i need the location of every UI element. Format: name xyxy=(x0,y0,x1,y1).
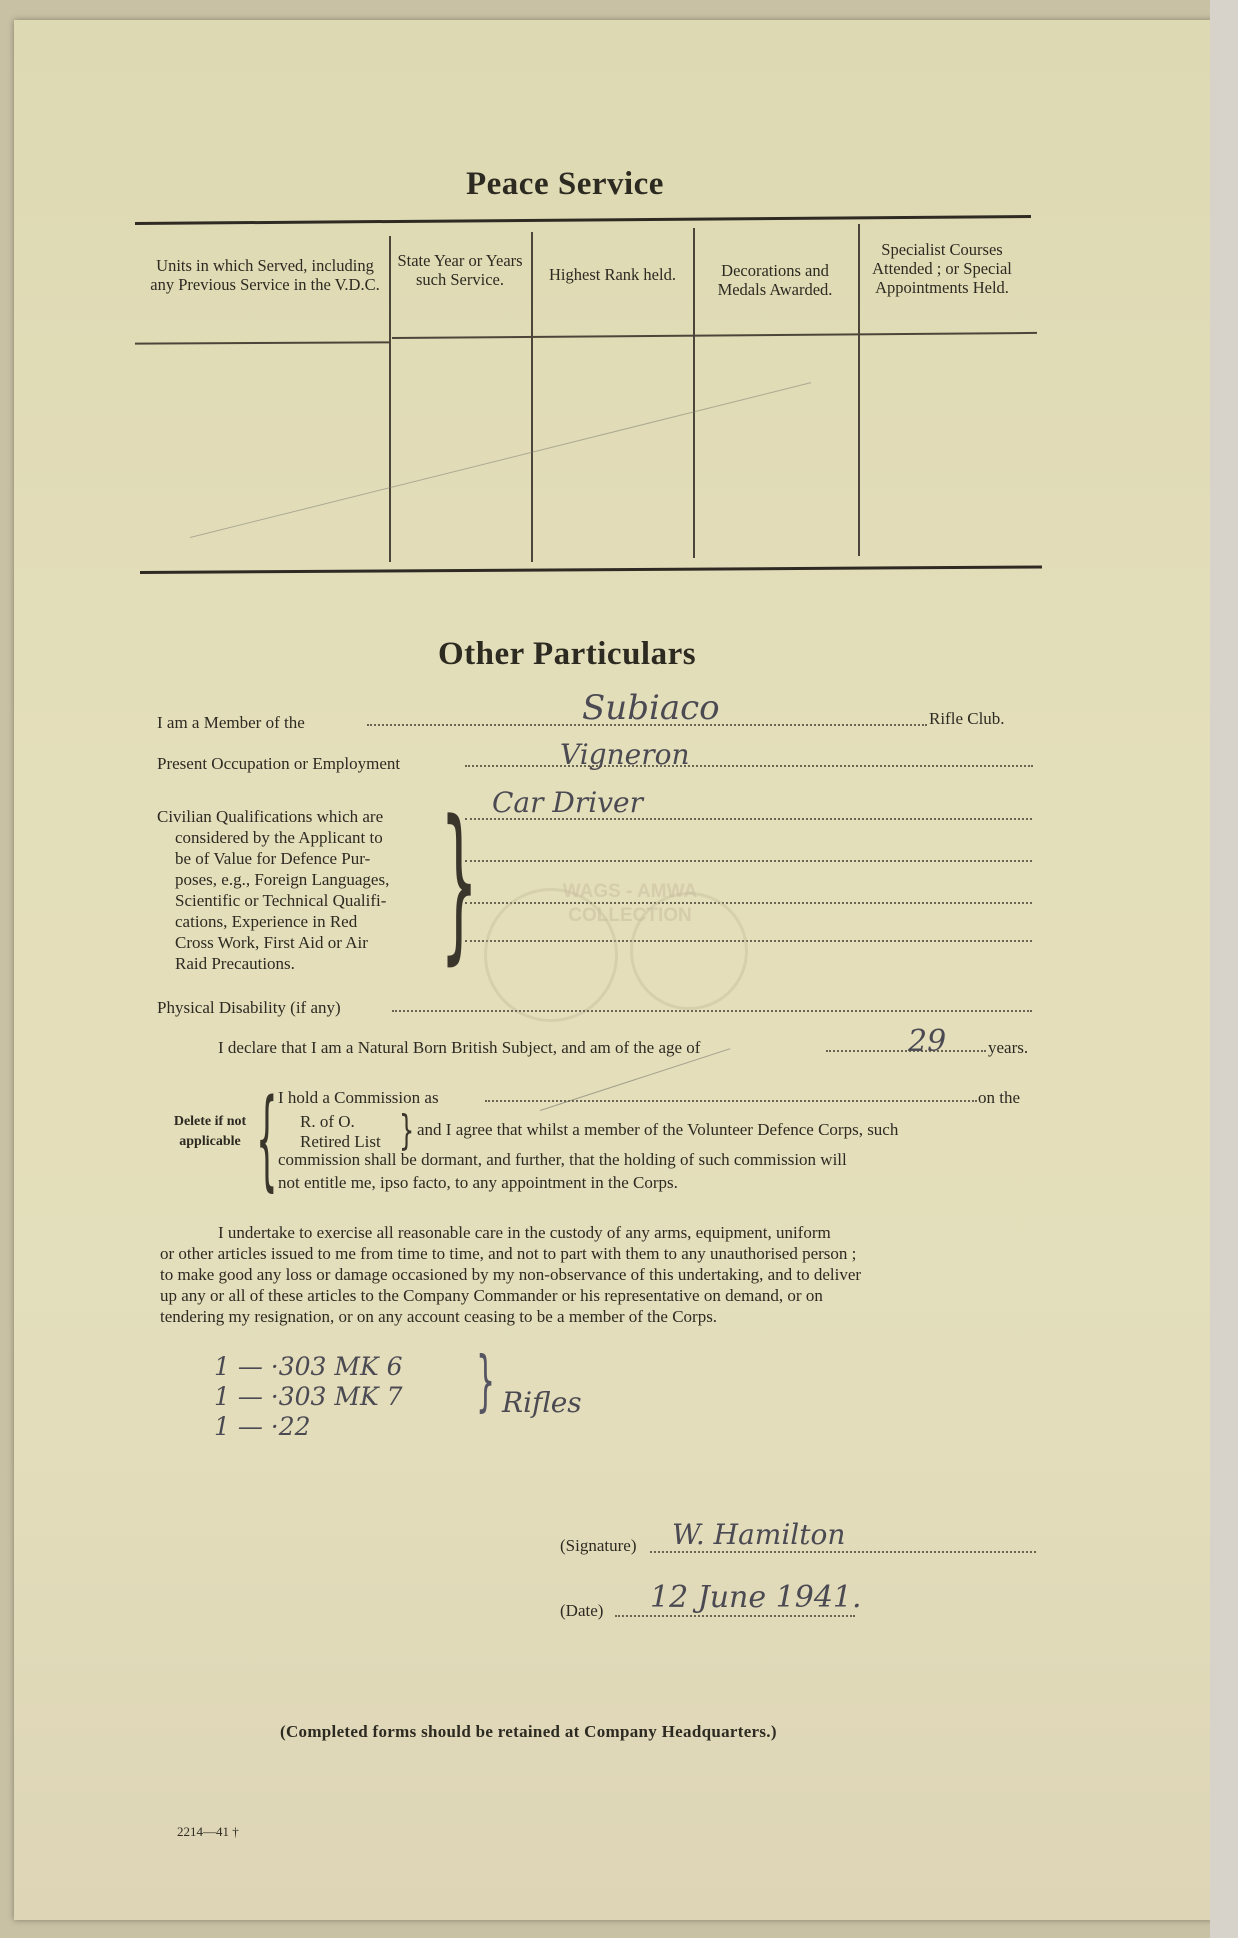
undertaking-line: tendering my resignation, or on any account ceasing to be a member of the Corps. xyxy=(160,1307,718,1326)
age-value: 29 xyxy=(908,1024,947,1059)
commission-line-2: and I agree that whilst a member of the Volunteer Defence Corps, such xyxy=(417,1120,899,1139)
column-divider xyxy=(693,228,695,558)
civilian-line: be of Value for Defence Pur- xyxy=(175,849,371,868)
civilian-line: considered by the Applicant to xyxy=(175,828,383,847)
undertaking-line: to make good any loss or damage occasioned by my non-observance of this undertaking, and to deliver xyxy=(160,1265,862,1284)
civilian-line-1 xyxy=(465,818,1032,820)
civilian-line: cations, Experience in Red xyxy=(175,912,358,931)
signature-line xyxy=(650,1551,1036,1553)
civilian-line: Cross Work, First Aid or Air xyxy=(175,933,368,952)
commission-line-3: commission shall be dormant, and further, that the holding of such commission will xyxy=(278,1150,847,1169)
years-label: years. xyxy=(988,1038,1029,1057)
signature-label: (Signature) xyxy=(560,1536,637,1555)
column-header-specialist: Specialist Courses Attended ; or Special Appointments Held. xyxy=(872,240,1012,297)
date-label: (Date) xyxy=(560,1601,604,1620)
column-divider xyxy=(389,236,391,562)
civilian-value: Car Driver xyxy=(492,786,643,819)
rifle-item: 1 — ·22 xyxy=(214,1412,311,1441)
member-suffix: Rifle Club. xyxy=(929,709,1005,728)
civilian-brace: } xyxy=(440,786,479,982)
undertaking-line: or other articles issued to me from time to time, and not to part with them to any unauthorised person ; xyxy=(160,1244,857,1263)
undertaking-paragraph xyxy=(160,1222,1038,1327)
r-of-o-label: R. of O. xyxy=(300,1112,355,1131)
age-line xyxy=(826,1050,986,1052)
commission-brace: { xyxy=(256,1077,278,1206)
watermark-text: WAGS - AMWA COLLECTION xyxy=(562,881,698,926)
occupation-label: Present Occupation or Employment xyxy=(157,754,401,773)
commission-line-4: not entitle me, ipso facto, to any appointment in the Corps. xyxy=(278,1173,678,1192)
commission-as-line xyxy=(485,1100,977,1102)
occupation-value: Vigneron xyxy=(560,738,690,771)
undertaking-line: up any or all of these articles to the Company Commander or his representative on demand, or on xyxy=(160,1286,823,1305)
other-particulars-title: Other Particulars xyxy=(438,636,697,672)
date-value: 12 June 1941. xyxy=(650,1580,862,1615)
date-line xyxy=(615,1615,855,1617)
civilian-line: Civilian Qualifications which are xyxy=(157,807,384,826)
rifles-label: Rifles xyxy=(502,1386,582,1419)
disability-label: Physical Disability (if any) xyxy=(157,998,341,1017)
footer-note: (Completed forms should be retained at Company Headquarters.) xyxy=(280,1722,777,1741)
occupation-line xyxy=(465,765,1033,767)
background-strip xyxy=(1210,0,1238,1938)
rifle-item: 1 — ·303 MK 6 xyxy=(214,1352,403,1381)
column-header-rank: Highest Rank held. xyxy=(549,265,676,284)
handwritten-rifle-list xyxy=(214,1352,403,1442)
civilian-line: poses, e.g., Foreign Languages, xyxy=(175,870,390,889)
civilian-line: Raid Precautions. xyxy=(175,954,295,973)
delete-if-not-applicable-label: Delete if not applicable xyxy=(173,1114,247,1149)
signature-value: W. Hamilton xyxy=(672,1518,846,1551)
column-header-decorations: Decorations and Medals Awarded. xyxy=(717,261,833,299)
member-label: I am a Member of the xyxy=(157,713,305,732)
rifle-item: 1 — ·303 MK 7 xyxy=(214,1382,403,1411)
declaration-label: I declare that I am a Natural Born British Subject, and am of the age of xyxy=(218,1038,701,1057)
rifle-brace: } xyxy=(476,1343,496,1421)
form-number: 2214—41 † xyxy=(177,1824,239,1839)
disability-line xyxy=(392,1010,1032,1012)
commission-line-1: I hold a Commission as xyxy=(278,1088,439,1107)
civilian-line-2 xyxy=(465,860,1032,862)
ro-brace: } xyxy=(399,1106,415,1155)
undertaking-line: I undertake to exercise all reasonable care in the custody of any arms, equipment, uniform xyxy=(218,1223,831,1242)
member-value: Subiaco xyxy=(582,688,720,728)
retired-list-label: Retired List xyxy=(300,1132,381,1151)
column-divider xyxy=(531,232,533,562)
column-header-years: State Year or Years such Service. xyxy=(397,251,523,289)
column-divider xyxy=(858,224,860,556)
peace-service-title: Peace Service xyxy=(466,166,664,202)
civilian-qualifications-label xyxy=(157,806,389,974)
commission-on-label: on the xyxy=(978,1088,1021,1107)
civilian-line: Scientific or Technical Qualifi- xyxy=(175,891,387,910)
column-header-units: Units in which Served, including any Previous Service in the V.D.C. xyxy=(150,256,380,294)
